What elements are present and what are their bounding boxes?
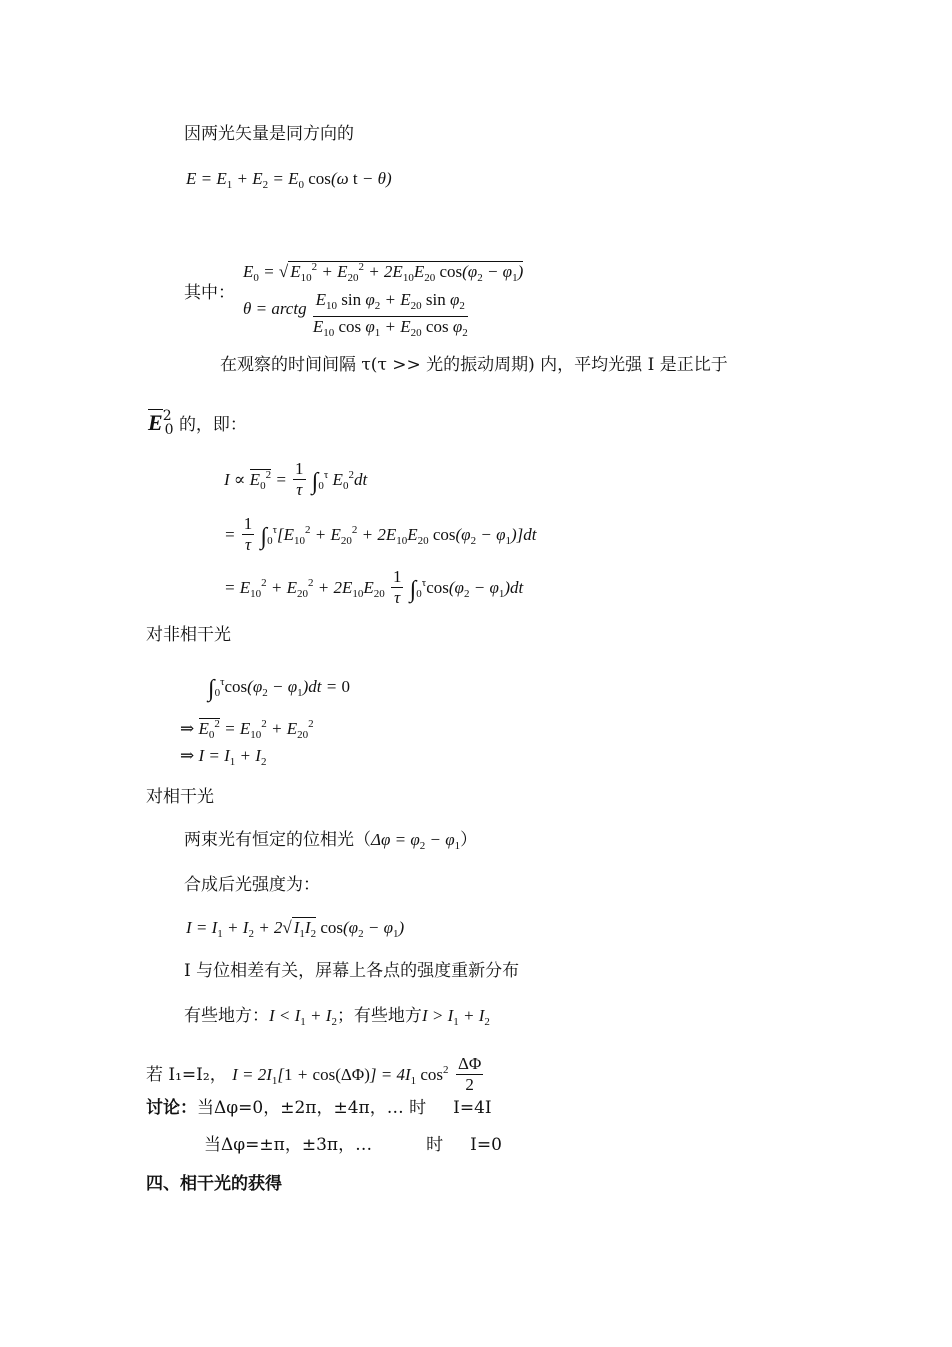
equation-field-sum: $E = E_1 + E_2 = E_0$ cos(ω t − θ) xyxy=(186,169,392,191)
paragraph-E0-squared: $E^2_0$ 的，即： xyxy=(148,408,247,438)
paragraph-intensity: 合成后光强度为： xyxy=(184,875,320,895)
theta-numerator: $E_{10}$ $\sin \varphi_2 + E_{20}$ $\sin \varphi_2$ xyxy=(313,290,468,317)
theta-denominator: $E_{10}$ $\cos \varphi_1 + E_{20}$ $\cos \varphi_2$ xyxy=(312,317,468,339)
paragraph-observation-interval: 在观察的时间间隔 τ(τ >> 光的振动周期) 内，平均光强 I 是正比于 xyxy=(220,355,728,375)
paragraph-equal-intensity: 若 I₁=I₂， $I = 2I_1[1 + \cos(\Delta\Phi)] = 4I_1$ $\cos^2$ $\frac{\Delta\Phi}{2}$ xyxy=(146,1054,482,1094)
equation-mean-square: ⇒ $E_0^2 = E_{10}^2 + E_{20}^2$ xyxy=(180,718,314,741)
section-heading: 四、相干光的获得 xyxy=(146,1174,282,1194)
theta-prefix: θ = arctg xyxy=(243,299,307,318)
equation-E0: $E_0$ = √ $E_{10}^2 + E_{20}^2 + 2E_{10}E_{20}$ $\cos(\varphi_2 - \varphi_1)$ xyxy=(243,261,524,284)
paragraph-tail: 的，即： xyxy=(178,415,247,435)
paragraph-somewhere: 有些地方：$I < I_1 + I_2$；有些地方$I > I_1 + I_2$ xyxy=(184,1006,490,1028)
discussion-line-1: 讨论：当Δφ=0，±2π，±4π，… 时 I=4I xyxy=(146,1098,492,1118)
heading-coherent: 对相干光 xyxy=(146,787,214,807)
equation-intensity-proportional: $I \propto E_0^2$ = $\frac{1}{\tau}$ $\int_0^\tau$ $E_0^2dt$ xyxy=(224,459,368,499)
equation-theta xyxy=(243,290,470,343)
equation-coherent-intensity: $I = I_1 + I_2 + 2√$ $I_1I_2$ $\cos(\varphi_2 - \varphi_1)$ xyxy=(186,918,405,940)
heading-noncoherent: 对非相干光 xyxy=(146,625,231,645)
equation-zero-integral: $\int_0^\tau\cos(\varphi_2 - \varphi_1)dt = 0$ xyxy=(208,676,350,702)
paragraph-constant-phase: 两束光有恒定的位相光$(\Delta\varphi = \varphi_2 - \varphi_1)$ xyxy=(184,830,478,852)
discussion-line-2: 当Δφ=±π，±3π，… 时 I=0 xyxy=(204,1135,502,1155)
discussion-label: 讨论： xyxy=(146,1098,197,1118)
equation-intensity-expanded: = $E_{10}^2 + E_{20}^2 + 2E_{10}E_{20}$ $\frac{1}{\tau}$ $\int_0^\tau\cos(\varphi_2 - \varphi_1)dt$ xyxy=(224,567,524,607)
equation-intensity-integral: = $\frac{1}{\tau}$ $\int_0^\tau[E_{10}^2 + E_{20}^2 + 2E_{10}E_{20}$ $\cos(\varphi_2 - \varphi_1)]dt$ xyxy=(224,514,537,554)
paragraph-redistribution: I 与位相差有关，屏幕上各点的强度重新分布 xyxy=(184,961,520,981)
paragraph-same-direction: 因两光矢量是同方向的 xyxy=(184,124,354,144)
label-qizhong: 其中： xyxy=(184,283,235,303)
equation-I-sum: ⇒ $I = I_1 + I_2$ xyxy=(180,746,267,768)
